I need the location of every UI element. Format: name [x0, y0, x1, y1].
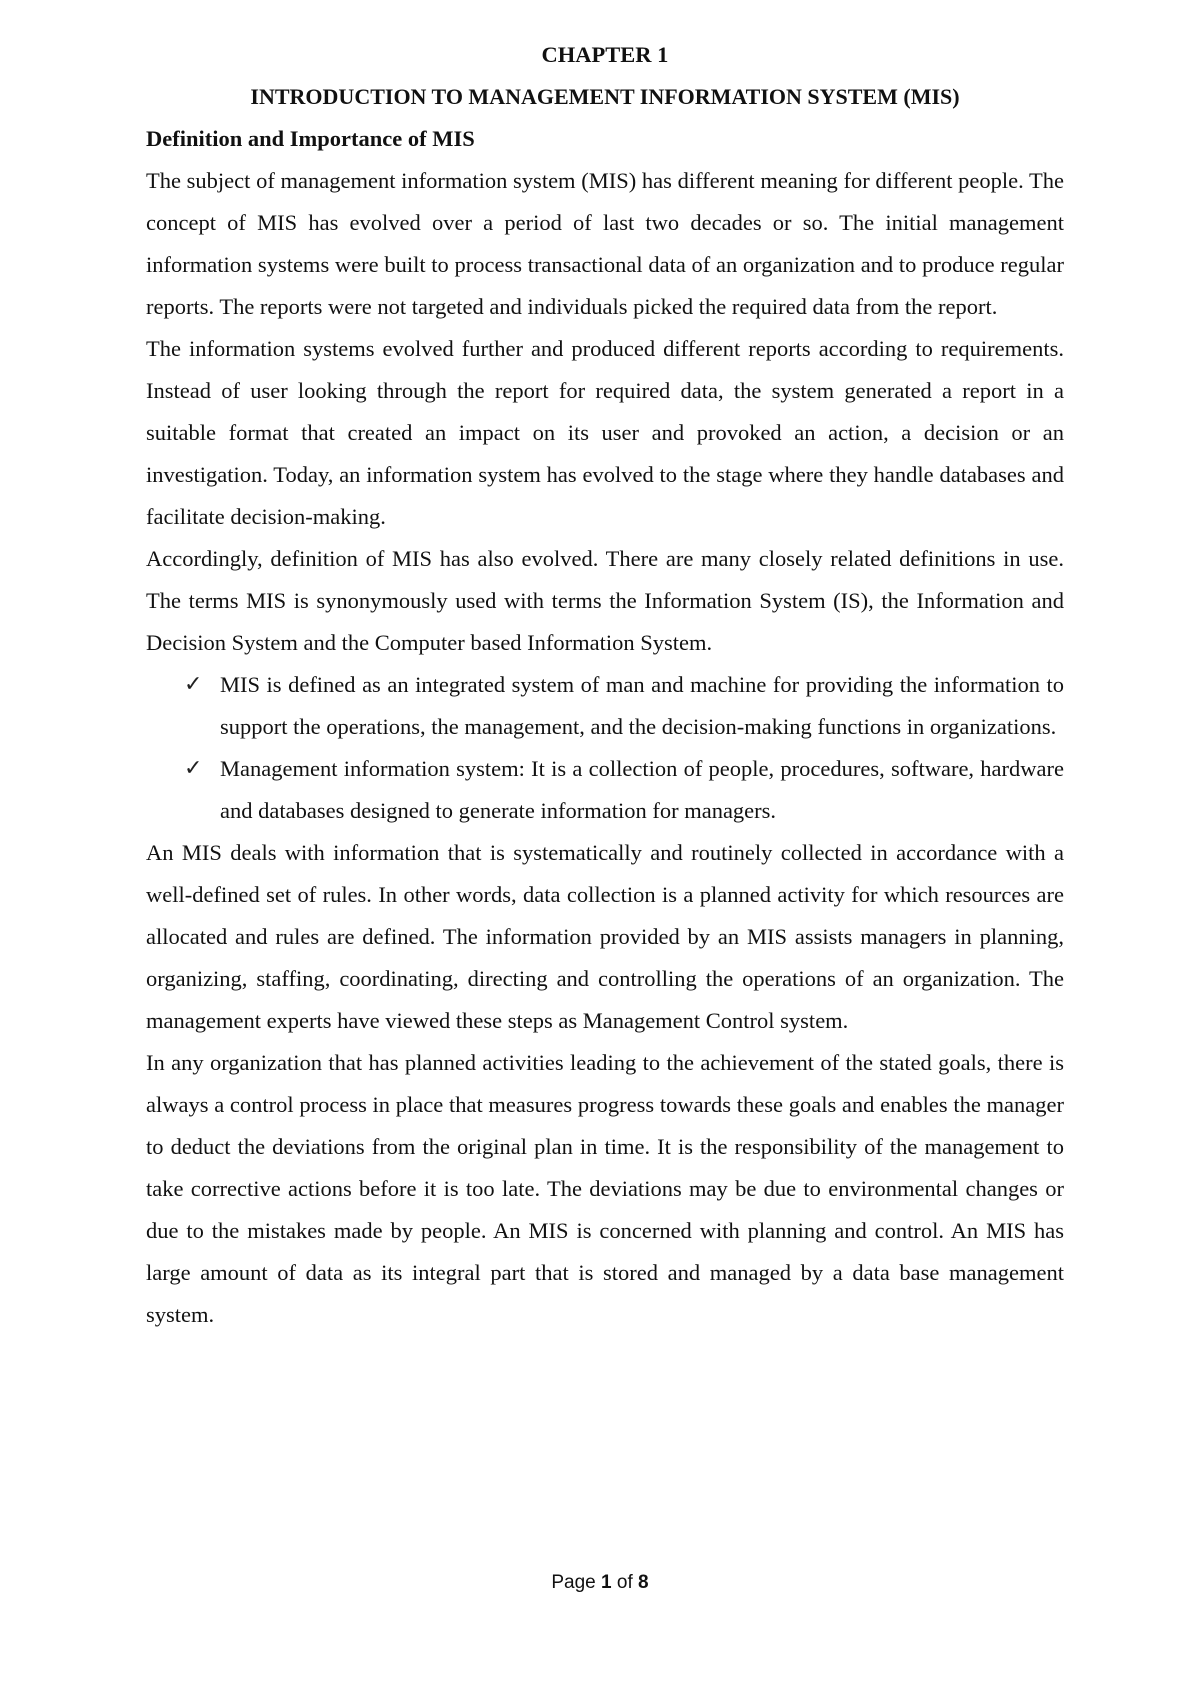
total-pages: 8 — [638, 1572, 649, 1593]
page-content — [146, 34, 1064, 1336]
list-item — [146, 664, 1064, 748]
page-footer — [0, 1572, 1200, 1594]
page-number: 1 — [601, 1572, 612, 1593]
chapter-title: INTRODUCTION TO MANAGEMENT INFORMATION SYSTEM (MIS) — [250, 84, 960, 109]
section-heading: Definition and Importance of MIS — [146, 126, 475, 151]
paragraph-intro: The subject of management information system (MIS) has different meaning for different people. The concept of MIS has evolved over a period of last two decades or so. The initial management information systems were built to process transactional data of an organization and to produce regular reports. The reports were not targeted and individuals picked the required data from the report. — [146, 168, 1064, 319]
chapter-number: CHAPTER 1 — [541, 42, 669, 67]
definition-list — [146, 664, 1064, 832]
check-icon: ✓ — [184, 756, 203, 781]
of-label: of — [616, 1572, 633, 1593]
check-icon: ✓ — [184, 672, 203, 697]
paragraph-mis-deals: An MIS deals with information that is systematically and routinely collected in accordance with a well-defined set of rules. In other words, data collection is a planned activity for which resources are allocated and rules are defined. The information provided by an MIS assists managers in planning, organizing, staffing, coordinating, directing and controlling the operations of an organization. The management experts have viewed these steps as Management Control system. — [146, 840, 1064, 1033]
list-item-text: Management information system: It is a collection of people, procedures, software, hardware and databases designed to generate information for managers. — [220, 756, 1064, 823]
list-item-text: MIS is defined as an integrated system of man and machine for providing the information to support the operations, the management, and the decision-making functions in organizations. — [220, 672, 1064, 739]
list-item — [146, 748, 1064, 832]
paragraph-control-process: In any organization that has planned activities leading to the achievement of the stated goals, there is always a control process in place that measures progress towards these goals and enables the manager to deduct the deviations from the original plan in time. It is the responsibility of the management to take corrective actions before it is too late. The deviations may be due to environmental changes or due to the mistakes made by people. An MIS is concerned with planning and control. An MIS has large amount of data as its integral part that is stored and managed by a data base management system. — [146, 1050, 1064, 1327]
page-label: Page — [551, 1572, 596, 1593]
paragraph-definitions: Accordingly, definition of MIS has also evolved. There are many closely related definitions in use. The terms MIS is synonymously used with terms the Information System (IS), the Information and Decision System and the Computer based Information System. — [146, 546, 1064, 655]
paragraph-evolution: The information systems evolved further and produced different reports according to requirements. Instead of user looking through the report for required data, the system generated a report in a suitable format that created an impact on its user and provoked an action, a decision or an investigation. Today, an information system has evolved to the stage where they handle databases and facilitate decision-making. — [146, 336, 1064, 529]
